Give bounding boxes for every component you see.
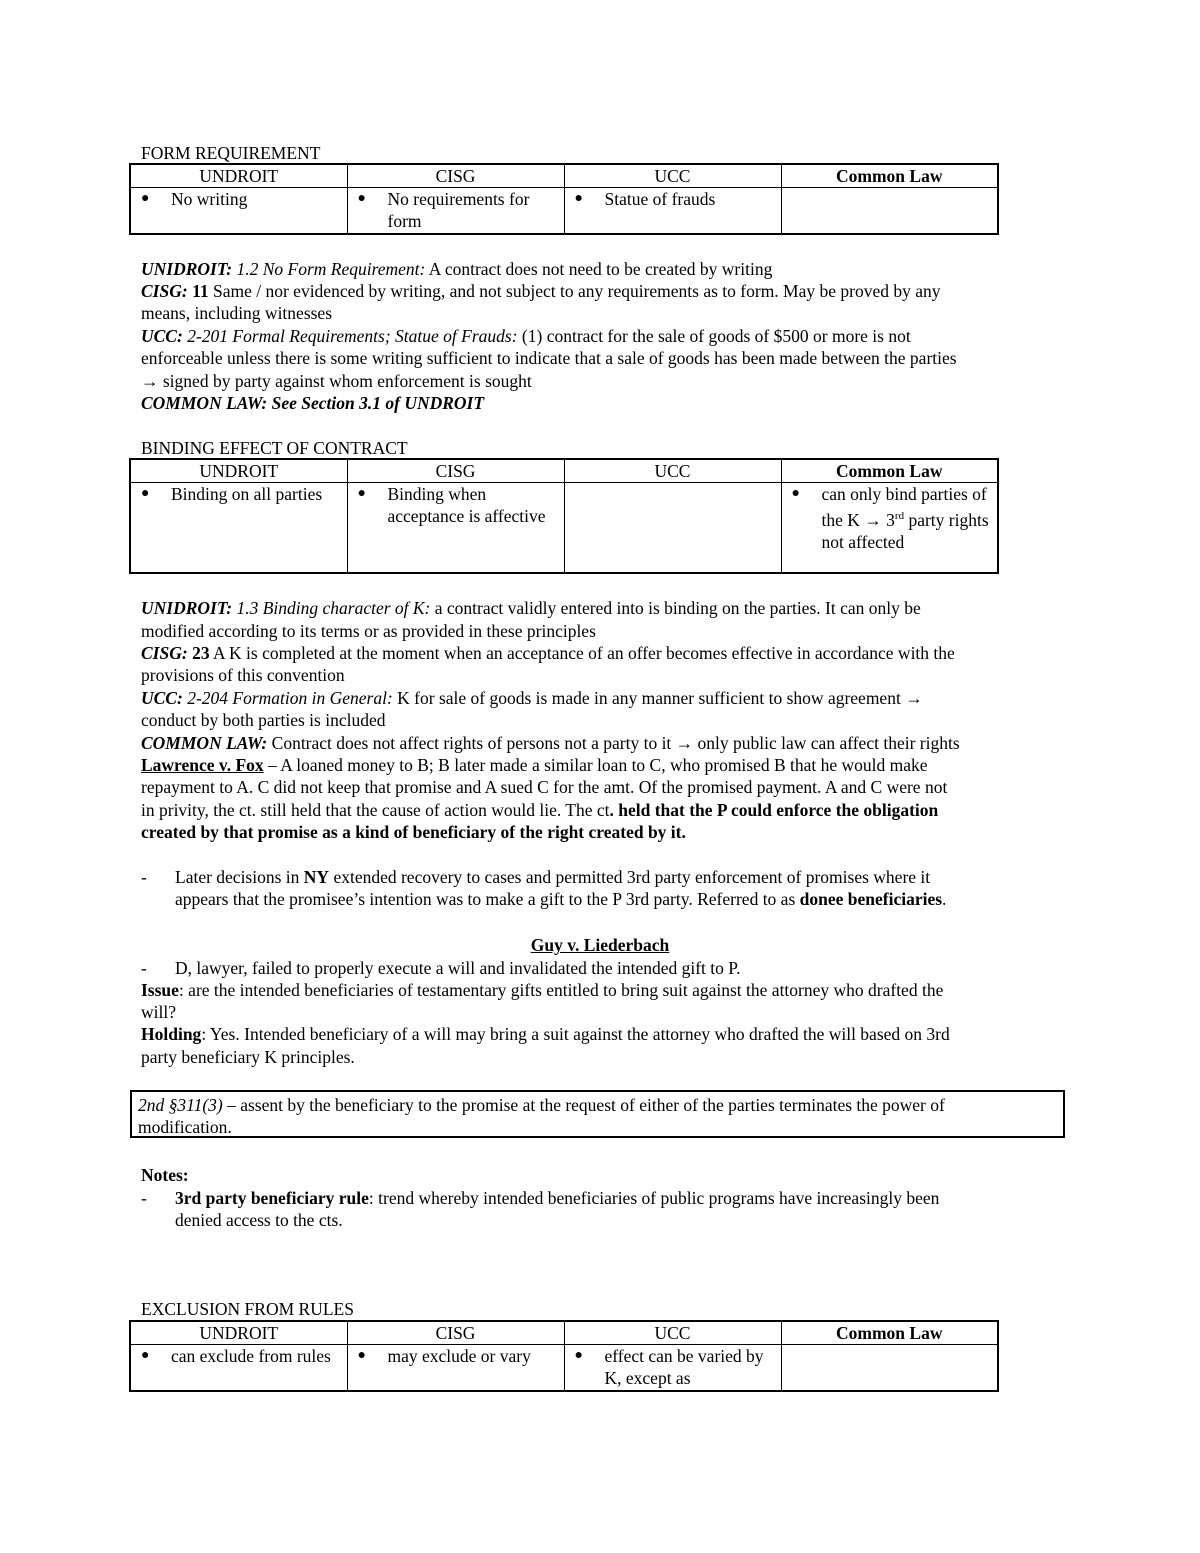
table-cell: ● may exclude or vary	[347, 1345, 564, 1391]
section-heading-exclusion: EXCLUSION FROM RULES	[141, 1299, 354, 1319]
paragraph-line: → signed by party against whom enforcement is sought	[141, 371, 532, 391]
paragraph-line: conduct by both parties is included	[141, 710, 386, 730]
table-cell: ● No writing	[130, 188, 347, 234]
paragraph-line: enforceable unless there is some writing sufficient to indicate that a sale of goods has been made between the parties	[141, 348, 957, 368]
paragraph-line: party beneficiary K principles.	[141, 1047, 355, 1067]
table-cell: ● effect can be varied by K, except as	[564, 1345, 781, 1391]
binding-table	[129, 458, 999, 574]
dash-icon: -	[141, 1188, 147, 1208]
paragraph-line: UCC: 2-204 Formation in General: K for sale of goods is made in any manner sufficient to show agreement →	[141, 688, 923, 708]
paragraph-line: means, including witnesses	[141, 303, 333, 323]
table-cell: ● Binding on all parties	[130, 483, 347, 573]
paragraph-line: Lawrence v. Fox – A loaned money to B; B later made a similar loan to C, who promised B that he would make	[141, 755, 928, 775]
bullet-icon: ●	[574, 191, 583, 206]
paragraph-line: UNIDROIT: 1.3 Binding character of K: a contract validly entered into is binding on the parties. It can only be	[141, 598, 921, 618]
bullet-icon: ●	[357, 191, 366, 206]
table-cell: ● can only bind parties of the K → 3rd party rights not affected	[781, 483, 998, 573]
table-header: Common Law	[781, 459, 998, 483]
list-item: - 3rd party beneficiary rule: trend whereby intended beneficiaries of public programs have increasingly been denied access to the cts.	[141, 1188, 940, 1230]
section-heading-form: FORM REQUIREMENT	[141, 143, 321, 163]
table-header: Common Law	[781, 164, 998, 188]
table-cell: ● Binding when acceptance is affective	[347, 483, 564, 573]
paragraph-line: will?	[141, 1002, 176, 1022]
dash-icon: -	[141, 867, 147, 887]
paragraph-line: COMMON LAW: See Section 3.1 of UNDROIT	[141, 393, 485, 413]
restatement-box: 2nd §311(3) – assent by the beneficiary to the promise at the request of either of the parties terminates the power of modification.	[130, 1090, 1065, 1138]
paragraph-line: repayment to A. C did not keep that promise and A sued C for the amt. Of the promised payment. A and C were not	[141, 777, 948, 797]
table-header: UCC	[564, 459, 781, 483]
case-title: Guy v. Liederbach	[530, 935, 670, 955]
paragraph-line: modified according to its terms or as provided in these principles	[141, 621, 596, 641]
bullet-icon: ●	[574, 1348, 583, 1363]
table-cell	[781, 188, 998, 234]
paragraph-line: Holding: Yes. Intended beneficiary of a will may bring a suit against the attorney who drafted the will based on 3rd	[141, 1024, 950, 1044]
paragraph-line: in privity, the ct. still held that the cause of action would lie. The ct. held that the P could enforce the obligation	[141, 800, 939, 820]
list-item: - D, lawyer, failed to properly execute a will and invalidated the intended gift to P.	[141, 958, 741, 978]
paragraph-line: Issue: are the intended beneficiaries of testamentary gifts entitled to bring suit against the attorney who drafted the	[141, 980, 944, 1000]
right-arrow-icon: →	[864, 509, 882, 530]
table-header: UNDROIT	[130, 164, 347, 188]
table-header: CISG	[347, 459, 564, 483]
case-name: Lawrence v. Fox	[141, 755, 264, 775]
list-item: - Later decisions in NY extended recovery to cases and permitted 3rd party enforcement of promises where it appears that the promisee’s intention was to make a gift to the P 3rd party. Referred to as donee beneficiaries.	[141, 867, 947, 909]
paragraph-line: created by that promise as a kind of beneficiary of the right created by it.	[141, 822, 686, 842]
table-cell: ● Statue of frauds	[564, 188, 781, 234]
bullet-icon: ●	[141, 1348, 150, 1363]
table-header: UNDROIT	[130, 459, 347, 483]
right-arrow-icon: →	[675, 733, 694, 753]
right-arrow-icon: →	[905, 688, 923, 708]
table-cell: ● can exclude from rules	[130, 1345, 347, 1391]
bullet-icon: ●	[141, 191, 150, 206]
paragraph-line: CISG: 23 A K is completed at the moment when an acceptance of an offer becomes effective in accordance with the	[141, 643, 955, 663]
exclusion-table	[129, 1320, 999, 1392]
paragraph-line: CISG: 11 Same / nor evidenced by writing, and not subject to any requirements as to form. May be proved by any	[141, 281, 941, 301]
table-header: UNDROIT	[130, 1321, 347, 1345]
table-cell	[564, 483, 781, 573]
table-header: UCC	[564, 1321, 781, 1345]
bullet-icon: ●	[791, 486, 800, 501]
form-table	[129, 163, 999, 235]
notes-heading: Notes:	[141, 1165, 189, 1185]
bullet-icon: ●	[357, 1348, 366, 1363]
table-header: CISG	[347, 1321, 564, 1345]
table-header: Common Law	[781, 1321, 998, 1345]
table-cell	[781, 1345, 998, 1391]
right-arrow-icon: →	[141, 371, 159, 391]
paragraph-line: UNIDROIT: 1.2 No Form Requirement: A contract does not need to be created by writing	[141, 259, 773, 279]
section-heading-binding: BINDING EFFECT OF CONTRACT	[141, 438, 408, 458]
dash-icon: -	[141, 958, 147, 978]
paragraph-line: COMMON LAW: Contract does not affect rights of persons not a party to it → only public law can affect their rights	[141, 733, 960, 753]
paragraph-line: provisions of this convention	[141, 665, 345, 685]
paragraph-line: UCC: 2-201 Formal Requirements; Statue of Frauds: (1) contract for the sale of goods of $500 or more is not	[141, 326, 911, 346]
table-header: CISG	[347, 164, 564, 188]
bullet-icon: ●	[141, 486, 150, 501]
table-header: UCC	[564, 164, 781, 188]
bullet-icon: ●	[357, 486, 366, 501]
table-cell: ● No requirements for form	[347, 188, 564, 234]
